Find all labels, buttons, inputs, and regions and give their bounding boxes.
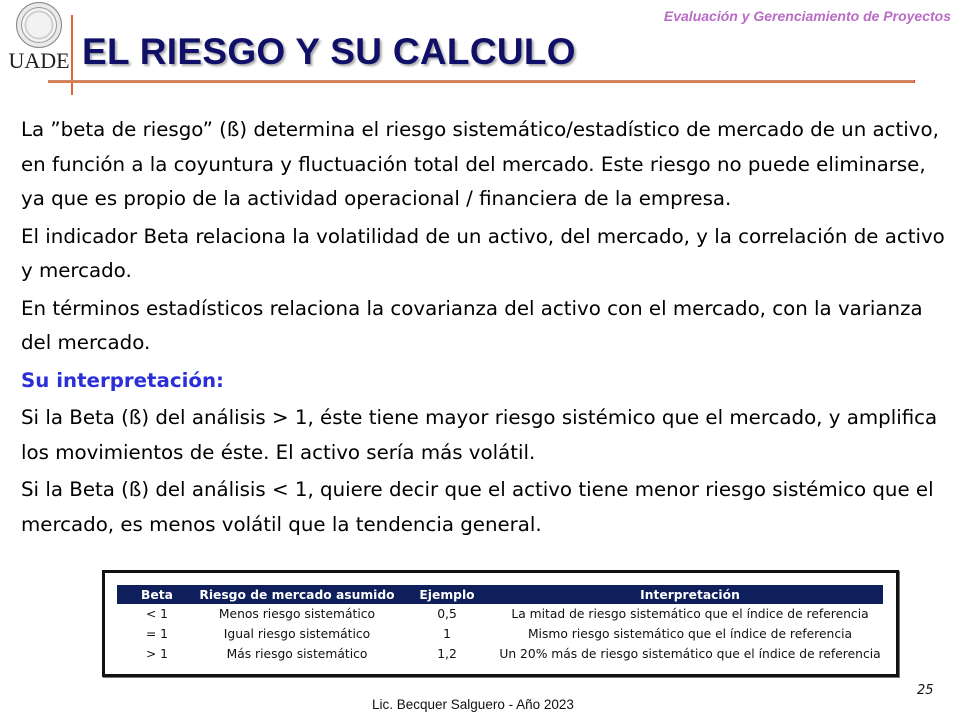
table-cell: < 1 (145, 607, 169, 621)
slide-title: EL RIESGO Y SU CALCULO (82, 31, 576, 72)
beta-table (117, 585, 883, 664)
table-cell: 1,2 (437, 647, 457, 661)
table-cell: Más riesgo sistemático (226, 647, 368, 661)
beta-table-frame (102, 570, 899, 677)
table-cell: 1 (443, 627, 451, 641)
uade-logo (8, 2, 70, 73)
table-cell: 0,5 (437, 607, 457, 621)
table-row (117, 644, 883, 664)
page-number: 25 (917, 683, 934, 698)
logo-text: UADE (8, 48, 70, 73)
table-row (117, 624, 883, 644)
column-header: Ejemplo (397, 585, 497, 604)
table-cell: > 1 (145, 647, 169, 661)
paragraph: El indicador Beta relaciona la volatilidad de un activo, del mercado, y la correlación de activo y mercado. (21, 224, 945, 282)
table-cell: Menos riesgo sistemático (218, 607, 376, 621)
table-cell: La mitad de riesgo sistemático que el índice de referencia (511, 607, 869, 621)
paragraph: En términos estadísticos relaciona la covarianza del activo con el mercado, con la varianza del mercado. (21, 296, 923, 354)
table-row (117, 604, 883, 624)
interpretation-heading: Su interpretación: (21, 368, 224, 392)
paragraph: La ”beta de riesgo” (ß) determina el riesgo sistemático/estadístico de mercado de un activo, en función a la coyuntura y fluctuación total del mercado. Este riesgo no puede eliminarse, ya que es propio de la actividad operacional / financiera de la empresa. (21, 118, 939, 210)
table-cell: = 1 (145, 627, 169, 641)
table-cell: Igual riesgo sistemático (223, 627, 371, 641)
footer-author: Lic. Becquer Salguero - Año 2023 (372, 697, 574, 712)
table-cell: Mismo riesgo sistemático que el índice de referencia (527, 627, 853, 641)
paragraph: Si la Beta (ß) del análisis < 1, quiere decir que el activo tiene menor riesgo sistémico que el mercado, es menos volátil que la tendencia general. (21, 478, 934, 536)
paragraph: Si la Beta (ß) del análisis > 1, éste tiene mayor riesgo sistémico que el mercado, y amplifica los movimientos de éste. El activo sería más volátil. (21, 406, 938, 464)
column-header: Beta (117, 585, 197, 604)
slide-body (21, 113, 946, 545)
university-seal-icon (16, 2, 62, 48)
course-title: Evaluación y Gerenciamiento de Proyectos (663, 8, 951, 24)
column-header: Riesgo de mercado asumido (197, 585, 397, 604)
header-vertical-rule (71, 15, 73, 95)
table-cell: Un 20% más de riesgo sistemático que el índice de referencia (499, 647, 881, 661)
header-horizontal-rule (48, 80, 915, 83)
table-header-row (117, 585, 883, 604)
column-header: Interpretación (497, 585, 883, 604)
